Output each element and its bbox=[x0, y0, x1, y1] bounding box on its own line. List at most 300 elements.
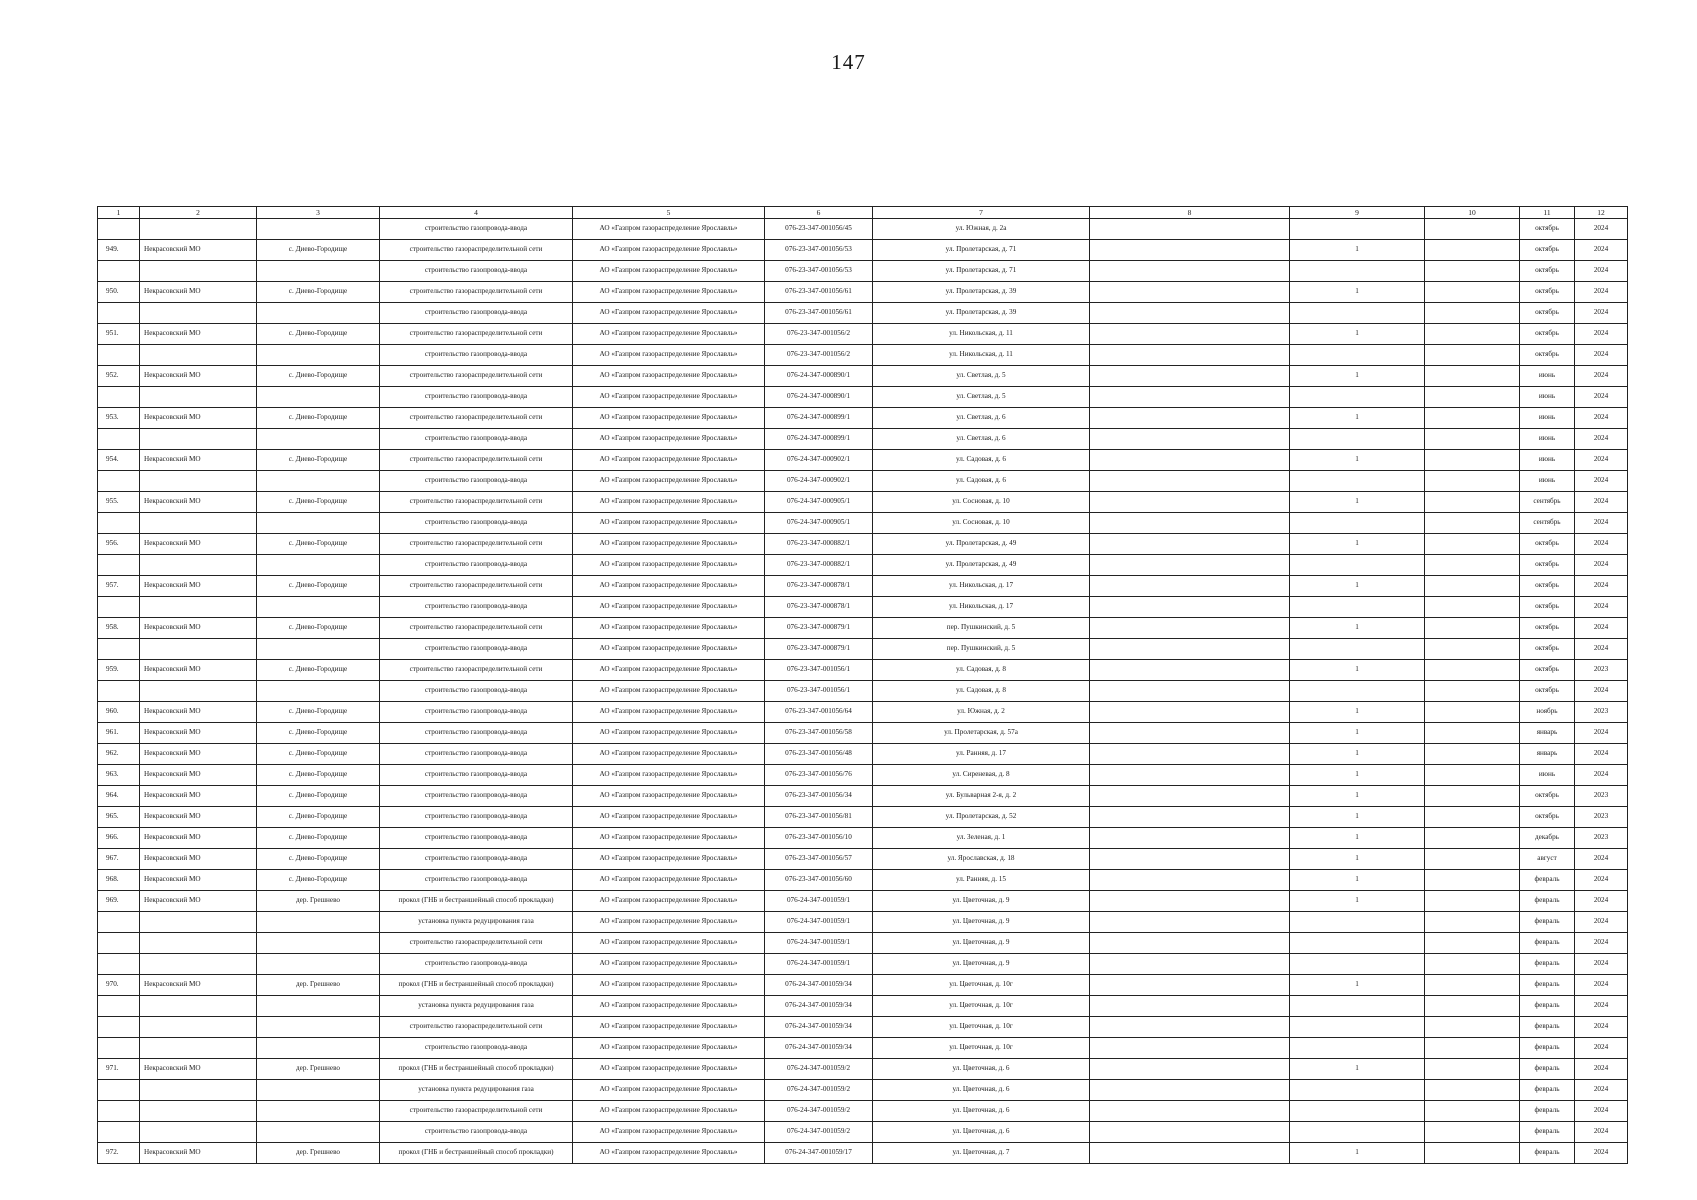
cell-year: 2024 bbox=[1575, 765, 1628, 786]
table-row bbox=[98, 576, 1628, 597]
cell-col10 bbox=[1425, 576, 1520, 597]
cell-number: 969. bbox=[98, 891, 140, 912]
table-row bbox=[98, 891, 1628, 912]
cell-year: 2024 bbox=[1575, 597, 1628, 618]
cell-year: 2024 bbox=[1575, 303, 1628, 324]
cell-settlement bbox=[257, 1122, 380, 1143]
cell-year: 2024 bbox=[1575, 408, 1628, 429]
cell-col8 bbox=[1090, 660, 1290, 681]
cell-address: ул. Пролетарская, д. 52 bbox=[873, 807, 1090, 828]
cell-month: август bbox=[1520, 849, 1575, 870]
cell-col9 bbox=[1290, 912, 1425, 933]
cell-year: 2023 bbox=[1575, 660, 1628, 681]
cell-address: ул. Пролетарская, д. 39 bbox=[873, 303, 1090, 324]
cell-col10 bbox=[1425, 471, 1520, 492]
cell-settlement bbox=[257, 1038, 380, 1059]
cell-month: январь bbox=[1520, 723, 1575, 744]
cell-year: 2024 bbox=[1575, 387, 1628, 408]
table-row bbox=[98, 555, 1628, 576]
header-col-5: 5 bbox=[573, 207, 765, 219]
cell-organization: АО «Газпром газораспределение Ярославль» bbox=[573, 450, 765, 471]
cell-col9 bbox=[1290, 471, 1425, 492]
cell-municipality: Некрасовский МО bbox=[140, 450, 257, 471]
table-row bbox=[98, 765, 1628, 786]
cell-work-type: прокол (ГНБ и бестраншейный способ прокладки) bbox=[380, 1059, 573, 1080]
cell-col10 bbox=[1425, 660, 1520, 681]
cell-organization: АО «Газпром газораспределение Ярославль» bbox=[573, 282, 765, 303]
cell-request-code: 076-24-347-001059/34 bbox=[765, 1038, 873, 1059]
cell-settlement bbox=[257, 597, 380, 618]
cell-settlement bbox=[257, 912, 380, 933]
cell-col10 bbox=[1425, 387, 1520, 408]
cell-col10 bbox=[1425, 282, 1520, 303]
cell-work-type: строительство газопровода-ввода bbox=[380, 723, 573, 744]
cell-year: 2023 bbox=[1575, 807, 1628, 828]
cell-organization: АО «Газпром газораспределение Ярославль» bbox=[573, 849, 765, 870]
cell-organization: АО «Газпром газораспределение Ярославль» bbox=[573, 429, 765, 450]
cell-settlement bbox=[257, 639, 380, 660]
cell-organization: АО «Газпром газораспределение Ярославль» bbox=[573, 1059, 765, 1080]
cell-col9: 1 bbox=[1290, 870, 1425, 891]
cell-month: февраль bbox=[1520, 891, 1575, 912]
cell-col8 bbox=[1090, 765, 1290, 786]
header-col-4: 4 bbox=[380, 207, 573, 219]
cell-municipality bbox=[140, 933, 257, 954]
cell-address: ул. Цветочная, д. 7 bbox=[873, 1143, 1090, 1164]
cell-settlement bbox=[257, 1101, 380, 1122]
cell-organization: АО «Газпром газораспределение Ярославль» bbox=[573, 660, 765, 681]
cell-settlement bbox=[257, 996, 380, 1017]
table-row bbox=[98, 618, 1628, 639]
cell-year: 2024 bbox=[1575, 1017, 1628, 1038]
cell-municipality bbox=[140, 345, 257, 366]
table-row bbox=[98, 996, 1628, 1017]
cell-number: 963. bbox=[98, 765, 140, 786]
cell-work-type: строительство газопровода-ввода bbox=[380, 639, 573, 660]
cell-municipality: Некрасовский МО bbox=[140, 807, 257, 828]
cell-address: ул. Пролетарская, д. 49 bbox=[873, 534, 1090, 555]
cell-number: 959. bbox=[98, 660, 140, 681]
cell-number: 953. bbox=[98, 408, 140, 429]
cell-work-type: строительство газопровода-ввода bbox=[380, 597, 573, 618]
cell-number: 965. bbox=[98, 807, 140, 828]
cell-address: пер. Пушкинский, д. 5 bbox=[873, 618, 1090, 639]
cell-year: 2024 bbox=[1575, 534, 1628, 555]
cell-number bbox=[98, 996, 140, 1017]
cell-number bbox=[98, 1038, 140, 1059]
cell-col9: 1 bbox=[1290, 891, 1425, 912]
table-row bbox=[98, 1143, 1628, 1164]
cell-number: 958. bbox=[98, 618, 140, 639]
cell-request-code: 076-23-347-000879/1 bbox=[765, 618, 873, 639]
cell-col8 bbox=[1090, 240, 1290, 261]
cell-col8 bbox=[1090, 933, 1290, 954]
cell-municipality: Некрасовский МО bbox=[140, 975, 257, 996]
cell-number: 961. bbox=[98, 723, 140, 744]
cell-col8 bbox=[1090, 324, 1290, 345]
cell-number: 950. bbox=[98, 282, 140, 303]
table-row bbox=[98, 786, 1628, 807]
cell-month: январь bbox=[1520, 744, 1575, 765]
cell-work-type: строительство газораспределительной сети bbox=[380, 534, 573, 555]
cell-organization: АО «Газпром газораспределение Ярославль» bbox=[573, 219, 765, 240]
cell-settlement bbox=[257, 429, 380, 450]
cell-request-code: 076-23-347-000879/1 bbox=[765, 639, 873, 660]
table-row bbox=[98, 429, 1628, 450]
cell-year: 2024 bbox=[1575, 471, 1628, 492]
table-row bbox=[98, 681, 1628, 702]
cell-work-type: строительство газопровода-ввода bbox=[380, 555, 573, 576]
cell-request-code: 076-23-347-001056/2 bbox=[765, 345, 873, 366]
cell-month: февраль bbox=[1520, 912, 1575, 933]
cell-municipality: Некрасовский МО bbox=[140, 1059, 257, 1080]
table-row bbox=[98, 1059, 1628, 1080]
cell-address: ул. Цветочная, д. 9 bbox=[873, 912, 1090, 933]
cell-request-code: 076-24-347-001059/1 bbox=[765, 933, 873, 954]
cell-col9: 1 bbox=[1290, 1143, 1425, 1164]
cell-year: 2024 bbox=[1575, 891, 1628, 912]
cell-organization: АО «Газпром газораспределение Ярославль» bbox=[573, 996, 765, 1017]
cell-number: 956. bbox=[98, 534, 140, 555]
cell-col8 bbox=[1090, 513, 1290, 534]
cell-col10 bbox=[1425, 1122, 1520, 1143]
cell-col8 bbox=[1090, 1038, 1290, 1059]
table-row bbox=[98, 450, 1628, 471]
cell-organization: АО «Газпром газораспределение Ярославль» bbox=[573, 891, 765, 912]
cell-address: ул. Светлая, д. 5 bbox=[873, 366, 1090, 387]
cell-col10 bbox=[1425, 450, 1520, 471]
cell-address: ул. Цветочная, д. 10г bbox=[873, 1038, 1090, 1059]
cell-col8 bbox=[1090, 618, 1290, 639]
cell-year: 2024 bbox=[1575, 492, 1628, 513]
cell-organization: АО «Газпром газораспределение Ярославль» bbox=[573, 345, 765, 366]
cell-municipality: Некрасовский МО bbox=[140, 702, 257, 723]
cell-municipality: Некрасовский МО bbox=[140, 282, 257, 303]
cell-month: февраль bbox=[1520, 870, 1575, 891]
table-row bbox=[98, 1017, 1628, 1038]
cell-work-type: строительство газопровода-ввода bbox=[380, 786, 573, 807]
cell-month: октябрь bbox=[1520, 534, 1575, 555]
cell-col8 bbox=[1090, 1101, 1290, 1122]
cell-col9: 1 bbox=[1290, 576, 1425, 597]
cell-col10 bbox=[1425, 891, 1520, 912]
cell-number: 970. bbox=[98, 975, 140, 996]
cell-year: 2024 bbox=[1575, 723, 1628, 744]
cell-request-code: 076-23-347-001056/64 bbox=[765, 702, 873, 723]
cell-request-code: 076-24-347-000905/1 bbox=[765, 513, 873, 534]
cell-col10 bbox=[1425, 1059, 1520, 1080]
cell-col8 bbox=[1090, 345, 1290, 366]
cell-address: пер. Пушкинский, д. 5 bbox=[873, 639, 1090, 660]
cell-year: 2024 bbox=[1575, 261, 1628, 282]
cell-number bbox=[98, 555, 140, 576]
cell-address: ул. Ярославская, д. 18 bbox=[873, 849, 1090, 870]
cell-request-code: 076-23-347-000878/1 bbox=[765, 597, 873, 618]
cell-col8 bbox=[1090, 555, 1290, 576]
cell-address: ул. Светлая, д. 5 bbox=[873, 387, 1090, 408]
cell-settlement bbox=[257, 345, 380, 366]
cell-col10 bbox=[1425, 240, 1520, 261]
cell-settlement: с. Диево-Городище bbox=[257, 702, 380, 723]
cell-organization: АО «Газпром газораспределение Ярославль» bbox=[573, 240, 765, 261]
cell-col10 bbox=[1425, 618, 1520, 639]
page-number: 147 bbox=[831, 50, 866, 74]
cell-col10 bbox=[1425, 1080, 1520, 1101]
cell-year: 2024 bbox=[1575, 1122, 1628, 1143]
cell-organization: АО «Газпром газораспределение Ярославль» bbox=[573, 702, 765, 723]
cell-settlement: с. Диево-Городище bbox=[257, 870, 380, 891]
cell-col8 bbox=[1090, 1059, 1290, 1080]
cell-address: ул. Садовая, д. 6 bbox=[873, 471, 1090, 492]
cell-month: июнь bbox=[1520, 429, 1575, 450]
cell-month: октябрь bbox=[1520, 345, 1575, 366]
header-col-10: 10 bbox=[1425, 207, 1520, 219]
cell-number bbox=[98, 429, 140, 450]
table-row bbox=[98, 639, 1628, 660]
cell-municipality: Некрасовский МО bbox=[140, 786, 257, 807]
cell-work-type: строительство газопровода-ввода bbox=[380, 1122, 573, 1143]
cell-col10 bbox=[1425, 303, 1520, 324]
cell-col9 bbox=[1290, 219, 1425, 240]
header-col-3: 3 bbox=[257, 207, 380, 219]
cell-settlement bbox=[257, 261, 380, 282]
cell-settlement bbox=[257, 387, 380, 408]
cell-municipality bbox=[140, 1101, 257, 1122]
cell-year: 2024 bbox=[1575, 366, 1628, 387]
cell-col8 bbox=[1090, 702, 1290, 723]
cell-organization: АО «Газпром газораспределение Ярославль» bbox=[573, 324, 765, 345]
cell-number: 967. bbox=[98, 849, 140, 870]
cell-col8 bbox=[1090, 1017, 1290, 1038]
cell-month: октябрь bbox=[1520, 555, 1575, 576]
cell-address: ул. Бульварная 2-я, д. 2 bbox=[873, 786, 1090, 807]
cell-col10 bbox=[1425, 681, 1520, 702]
cell-col10 bbox=[1425, 702, 1520, 723]
cell-number: 962. bbox=[98, 744, 140, 765]
table-row bbox=[98, 324, 1628, 345]
cell-settlement bbox=[257, 1017, 380, 1038]
cell-col10 bbox=[1425, 954, 1520, 975]
cell-col9 bbox=[1290, 555, 1425, 576]
cell-work-type: строительство газопровода-ввода bbox=[380, 429, 573, 450]
table-row bbox=[98, 492, 1628, 513]
cell-address: ул. Пролетарская, д. 71 bbox=[873, 261, 1090, 282]
cell-settlement bbox=[257, 219, 380, 240]
cell-work-type: строительство газораспределительной сети bbox=[380, 618, 573, 639]
cell-municipality: Некрасовский МО bbox=[140, 324, 257, 345]
cell-month: июнь bbox=[1520, 387, 1575, 408]
cell-work-type: строительство газопровода-ввода bbox=[380, 387, 573, 408]
header-col-7: 7 bbox=[873, 207, 1090, 219]
table-row bbox=[98, 954, 1628, 975]
cell-work-type: строительство газораспределительной сети bbox=[380, 576, 573, 597]
cell-col9 bbox=[1290, 1122, 1425, 1143]
cell-month: июнь bbox=[1520, 450, 1575, 471]
cell-request-code: 076-23-347-001056/34 bbox=[765, 786, 873, 807]
cell-address: ул. Никольская, д. 17 bbox=[873, 597, 1090, 618]
cell-request-code: 076-24-347-000899/1 bbox=[765, 429, 873, 450]
cell-col10 bbox=[1425, 219, 1520, 240]
cell-municipality bbox=[140, 912, 257, 933]
cell-number: 966. bbox=[98, 828, 140, 849]
cell-month: февраль bbox=[1520, 1122, 1575, 1143]
cell-col9: 1 bbox=[1290, 702, 1425, 723]
cell-year: 2024 bbox=[1575, 975, 1628, 996]
cell-month: июнь bbox=[1520, 408, 1575, 429]
table-row bbox=[98, 303, 1628, 324]
cell-year: 2024 bbox=[1575, 345, 1628, 366]
cell-municipality bbox=[140, 1122, 257, 1143]
cell-address: ул. Пролетарская, д. 49 bbox=[873, 555, 1090, 576]
cell-number bbox=[98, 513, 140, 534]
cell-number: 960. bbox=[98, 702, 140, 723]
cell-col8 bbox=[1090, 450, 1290, 471]
cell-work-type: строительство газопровода-ввода bbox=[380, 870, 573, 891]
cell-number bbox=[98, 303, 140, 324]
cell-organization: АО «Газпром газораспределение Ярославль» bbox=[573, 366, 765, 387]
cell-request-code: 076-24-347-001059/34 bbox=[765, 1017, 873, 1038]
cell-number: 952. bbox=[98, 366, 140, 387]
table-row bbox=[98, 1080, 1628, 1101]
cell-col8 bbox=[1090, 849, 1290, 870]
cell-settlement: с. Диево-Городище bbox=[257, 240, 380, 261]
cell-work-type: строительство газопровода-ввода bbox=[380, 1038, 573, 1059]
cell-settlement: дер. Грешнево bbox=[257, 891, 380, 912]
cell-col8 bbox=[1090, 534, 1290, 555]
cell-work-type: строительство газопровода-ввода bbox=[380, 954, 573, 975]
cell-col10 bbox=[1425, 513, 1520, 534]
cell-year: 2024 bbox=[1575, 1080, 1628, 1101]
table-row bbox=[98, 282, 1628, 303]
cell-municipality bbox=[140, 597, 257, 618]
cell-month: февраль bbox=[1520, 1080, 1575, 1101]
cell-col9 bbox=[1290, 639, 1425, 660]
cell-organization: АО «Газпром газораспределение Ярославль» bbox=[573, 1143, 765, 1164]
cell-col10 bbox=[1425, 345, 1520, 366]
cell-settlement bbox=[257, 471, 380, 492]
cell-request-code: 076-23-347-001056/1 bbox=[765, 681, 873, 702]
cell-work-type: строительство газораспределительной сети bbox=[380, 660, 573, 681]
cell-col9: 1 bbox=[1290, 492, 1425, 513]
cell-number: 954. bbox=[98, 450, 140, 471]
cell-organization: АО «Газпром газораспределение Ярославль» bbox=[573, 975, 765, 996]
cell-col10 bbox=[1425, 1017, 1520, 1038]
cell-settlement: с. Диево-Городище bbox=[257, 807, 380, 828]
cell-year: 2024 bbox=[1575, 681, 1628, 702]
cell-col9 bbox=[1290, 261, 1425, 282]
cell-month: октябрь bbox=[1520, 282, 1575, 303]
cell-year: 2023 bbox=[1575, 786, 1628, 807]
cell-col9 bbox=[1290, 996, 1425, 1017]
table-row bbox=[98, 366, 1628, 387]
cell-request-code: 076-23-347-001056/61 bbox=[765, 282, 873, 303]
header-col-8: 8 bbox=[1090, 207, 1290, 219]
table-row bbox=[98, 261, 1628, 282]
cell-settlement: с. Диево-Городище bbox=[257, 366, 380, 387]
cell-col9: 1 bbox=[1290, 534, 1425, 555]
cell-address: ул. Никольская, д. 11 bbox=[873, 324, 1090, 345]
cell-work-type: строительство газораспределительной сети bbox=[380, 366, 573, 387]
cell-col10 bbox=[1425, 870, 1520, 891]
cell-request-code: 076-24-347-001059/34 bbox=[765, 975, 873, 996]
cell-work-type: строительство газораспределительной сети bbox=[380, 240, 573, 261]
header-col-12: 12 bbox=[1575, 207, 1628, 219]
cell-municipality bbox=[140, 996, 257, 1017]
cell-year: 2024 bbox=[1575, 1143, 1628, 1164]
cell-request-code: 076-24-347-000902/1 bbox=[765, 471, 873, 492]
cell-col9: 1 bbox=[1290, 282, 1425, 303]
cell-organization: АО «Газпром газораспределение Ярославль» bbox=[573, 954, 765, 975]
cell-organization: АО «Газпром газораспределение Ярославль» bbox=[573, 1017, 765, 1038]
cell-municipality: Некрасовский МО bbox=[140, 765, 257, 786]
cell-address: ул. Цветочная, д. 9 bbox=[873, 933, 1090, 954]
table-row bbox=[98, 660, 1628, 681]
cell-month: октябрь bbox=[1520, 660, 1575, 681]
cell-organization: АО «Газпром газораспределение Ярославль» bbox=[573, 828, 765, 849]
cell-col9: 1 bbox=[1290, 807, 1425, 828]
cell-settlement: с. Диево-Городище bbox=[257, 324, 380, 345]
cell-municipality bbox=[140, 555, 257, 576]
cell-col8 bbox=[1090, 912, 1290, 933]
cell-municipality bbox=[140, 1017, 257, 1038]
cell-work-type: строительство газораспределительной сети bbox=[380, 450, 573, 471]
table-row bbox=[98, 1038, 1628, 1059]
cell-request-code: 076-24-347-000890/1 bbox=[765, 366, 873, 387]
cell-year: 2024 bbox=[1575, 870, 1628, 891]
cell-col8 bbox=[1090, 786, 1290, 807]
cell-address: ул. Садовая, д. 6 bbox=[873, 450, 1090, 471]
cell-work-type: прокол (ГНБ и бестраншейный способ прокладки) bbox=[380, 891, 573, 912]
cell-col9 bbox=[1290, 429, 1425, 450]
cell-number: 968. bbox=[98, 870, 140, 891]
cell-municipality: Некрасовский МО bbox=[140, 744, 257, 765]
cell-col9: 1 bbox=[1290, 618, 1425, 639]
gasification-plan-table bbox=[97, 206, 1628, 1164]
cell-col8 bbox=[1090, 1080, 1290, 1101]
cell-request-code: 076-23-347-000882/1 bbox=[765, 555, 873, 576]
cell-col10 bbox=[1425, 555, 1520, 576]
cell-col10 bbox=[1425, 807, 1520, 828]
cell-municipality bbox=[140, 387, 257, 408]
header-col-11: 11 bbox=[1520, 207, 1575, 219]
cell-month: октябрь bbox=[1520, 786, 1575, 807]
cell-work-type: строительство газопровода-ввода bbox=[380, 471, 573, 492]
cell-col10 bbox=[1425, 492, 1520, 513]
cell-col9 bbox=[1290, 597, 1425, 618]
cell-number bbox=[98, 219, 140, 240]
cell-address: ул. Цветочная, д. 9 bbox=[873, 954, 1090, 975]
cell-number bbox=[98, 1080, 140, 1101]
cell-col10 bbox=[1425, 597, 1520, 618]
cell-year: 2024 bbox=[1575, 429, 1628, 450]
cell-organization: АО «Газпром газораспределение Ярославль» bbox=[573, 408, 765, 429]
cell-request-code: 076-23-347-001056/61 bbox=[765, 303, 873, 324]
cell-municipality: Некрасовский МО bbox=[140, 1143, 257, 1164]
cell-month: февраль bbox=[1520, 1017, 1575, 1038]
cell-work-type: строительство газопровода-ввода bbox=[380, 345, 573, 366]
cell-col8 bbox=[1090, 639, 1290, 660]
cell-organization: АО «Газпром газораспределение Ярославль» bbox=[573, 555, 765, 576]
cell-col10 bbox=[1425, 744, 1520, 765]
cell-settlement bbox=[257, 933, 380, 954]
cell-year: 2023 bbox=[1575, 702, 1628, 723]
cell-number bbox=[98, 261, 140, 282]
cell-municipality: Некрасовский МО bbox=[140, 240, 257, 261]
cell-settlement: с. Диево-Городище bbox=[257, 660, 380, 681]
cell-col8 bbox=[1090, 681, 1290, 702]
cell-settlement: с. Диево-Городище bbox=[257, 450, 380, 471]
cell-col10 bbox=[1425, 933, 1520, 954]
